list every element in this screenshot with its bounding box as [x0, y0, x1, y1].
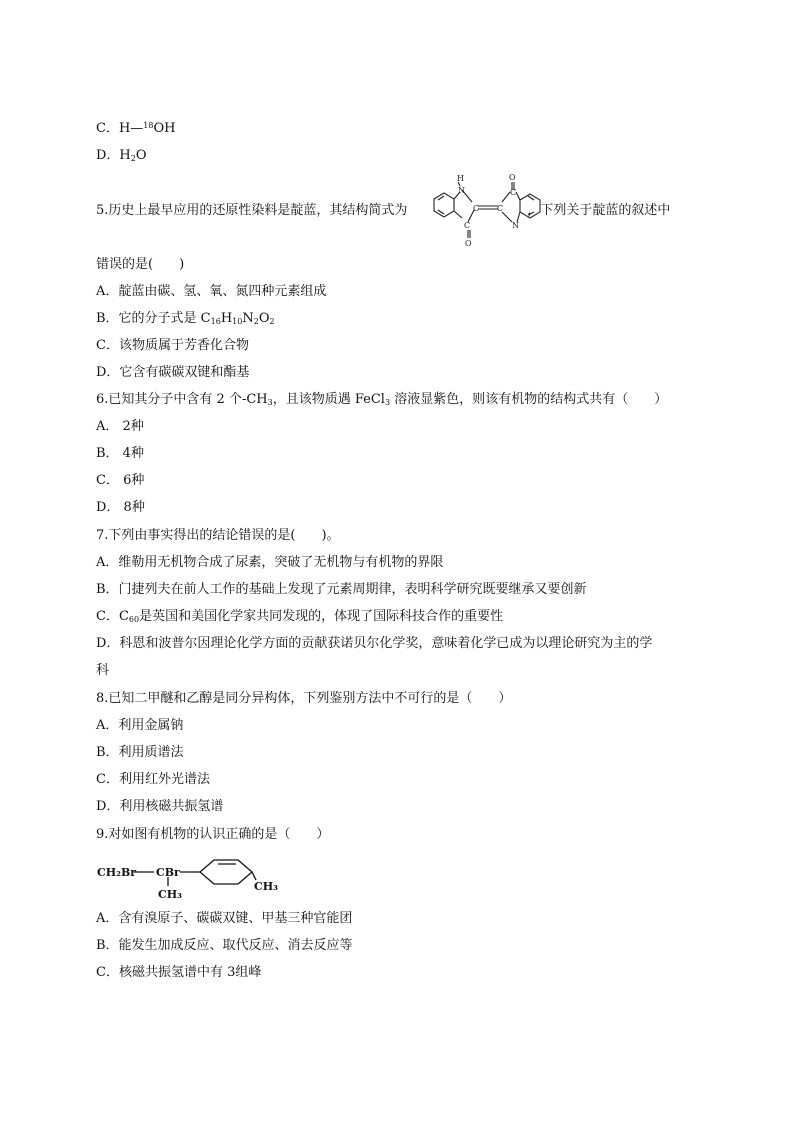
indigo-atom-n2: N [512, 221, 519, 230]
q7-stem: 7.下列由事实得出的结论错误的是( )。 [96, 528, 340, 543]
indigo-atom-n1: N [458, 186, 465, 195]
q9-option-a: A．含有溴原子、碳碳双键、甲基三种官能团 [96, 911, 353, 926]
indigo-atom-o1: O [465, 239, 472, 248]
q6-option-c: C． 6种 [96, 473, 145, 488]
q9-structure [96, 850, 286, 906]
q5-option-b: B．它的分子式是 $C_{16}H_{10}N_2O_2$ [96, 311, 275, 326]
q6-option-a: A． 2种 [96, 419, 144, 434]
q8-option-c: C．利用红外光谱法 [96, 772, 210, 787]
q4-option-c: C．H—$^{18}$OH [96, 121, 176, 136]
q8-option-a: A．利用金属钠 [96, 718, 184, 733]
q5-stem-cont: 错误的是( ) [96, 257, 185, 272]
q9-cbr: CBr [156, 866, 180, 879]
q6-option-d: D． 8种 [96, 500, 145, 515]
q9-option-b: B．能发生加成反应、取代反应、消去反应等 [96, 938, 353, 953]
indigo-atom-c1: C [473, 204, 480, 213]
q5-option-c: C．该物质属于芳香化合物 [96, 338, 249, 353]
q9-option-c: C．核磁共振氢谱中有 3组峰 [96, 965, 262, 980]
q8-stem: 8.已知二甲醚和乙醇是同分异构体，下列鉴别方法中不可行的是（ ） [96, 691, 512, 706]
indigo-atom-h: H [457, 174, 464, 183]
q7-option-c: C．$C_{60}$是英国和美国化学家共同发现的，体现了国际科技合作的重要性 [96, 609, 504, 624]
q9-ch2br: CH₂Br [97, 866, 137, 879]
q7-option-d: D．科恩和波普尔因理论化学方面的贡献获诺贝尔化学奖，意味着化学已成为以理论研究为主的学 [96, 636, 653, 651]
q8-option-d: D．利用核磁共振氢谱 [96, 799, 224, 814]
q9-stem: 9.对如图有机物的认识正确的是（ ） [96, 827, 330, 842]
q6-option-b: B． 4种 [96, 446, 144, 461]
q9-ch3-b: CH₃ [254, 880, 278, 893]
q8-option-b: B．利用质谱法 [96, 745, 184, 760]
q7-option-a: A．维勒用无机物合成了尿素，突破了无机物与有机物的界限 [96, 555, 444, 570]
indigo-atom-c3: C [497, 204, 504, 213]
indigo-atom-o2: O [509, 173, 516, 182]
q6-stem: 6.已知其分子中含有 2 个$-CH_3$，且该物质遇 FeCl$_3$ 溶液显紫色，则该有机物的结构式共有（ ） [96, 392, 668, 407]
q7-option-b: B．门捷列夫在前人工作的基础上发现了元素周期律，表明科学研究既要继承又要创新 [96, 582, 587, 597]
q7-option-d-cont: 科 [96, 663, 110, 678]
q5-option-d: D．它含有碳碳双键和酯基 [96, 365, 250, 380]
indigo-structure [428, 172, 546, 250]
q9-ch3-a: CH₃ [158, 888, 182, 901]
q5-stem: 5.历史上最早应用的还原性染料是靛蓝，其结构简式为 ，下列关于靛蓝的叙述中 [96, 203, 671, 218]
q4-option-d: D．$H_2O$ [96, 148, 147, 163]
indigo-atom-c4: C [510, 188, 517, 197]
indigo-atom-c2: C [464, 221, 471, 230]
q5-option-a: A．靛蓝由碳、氢、氧、氮四种元素组成 [96, 284, 327, 299]
